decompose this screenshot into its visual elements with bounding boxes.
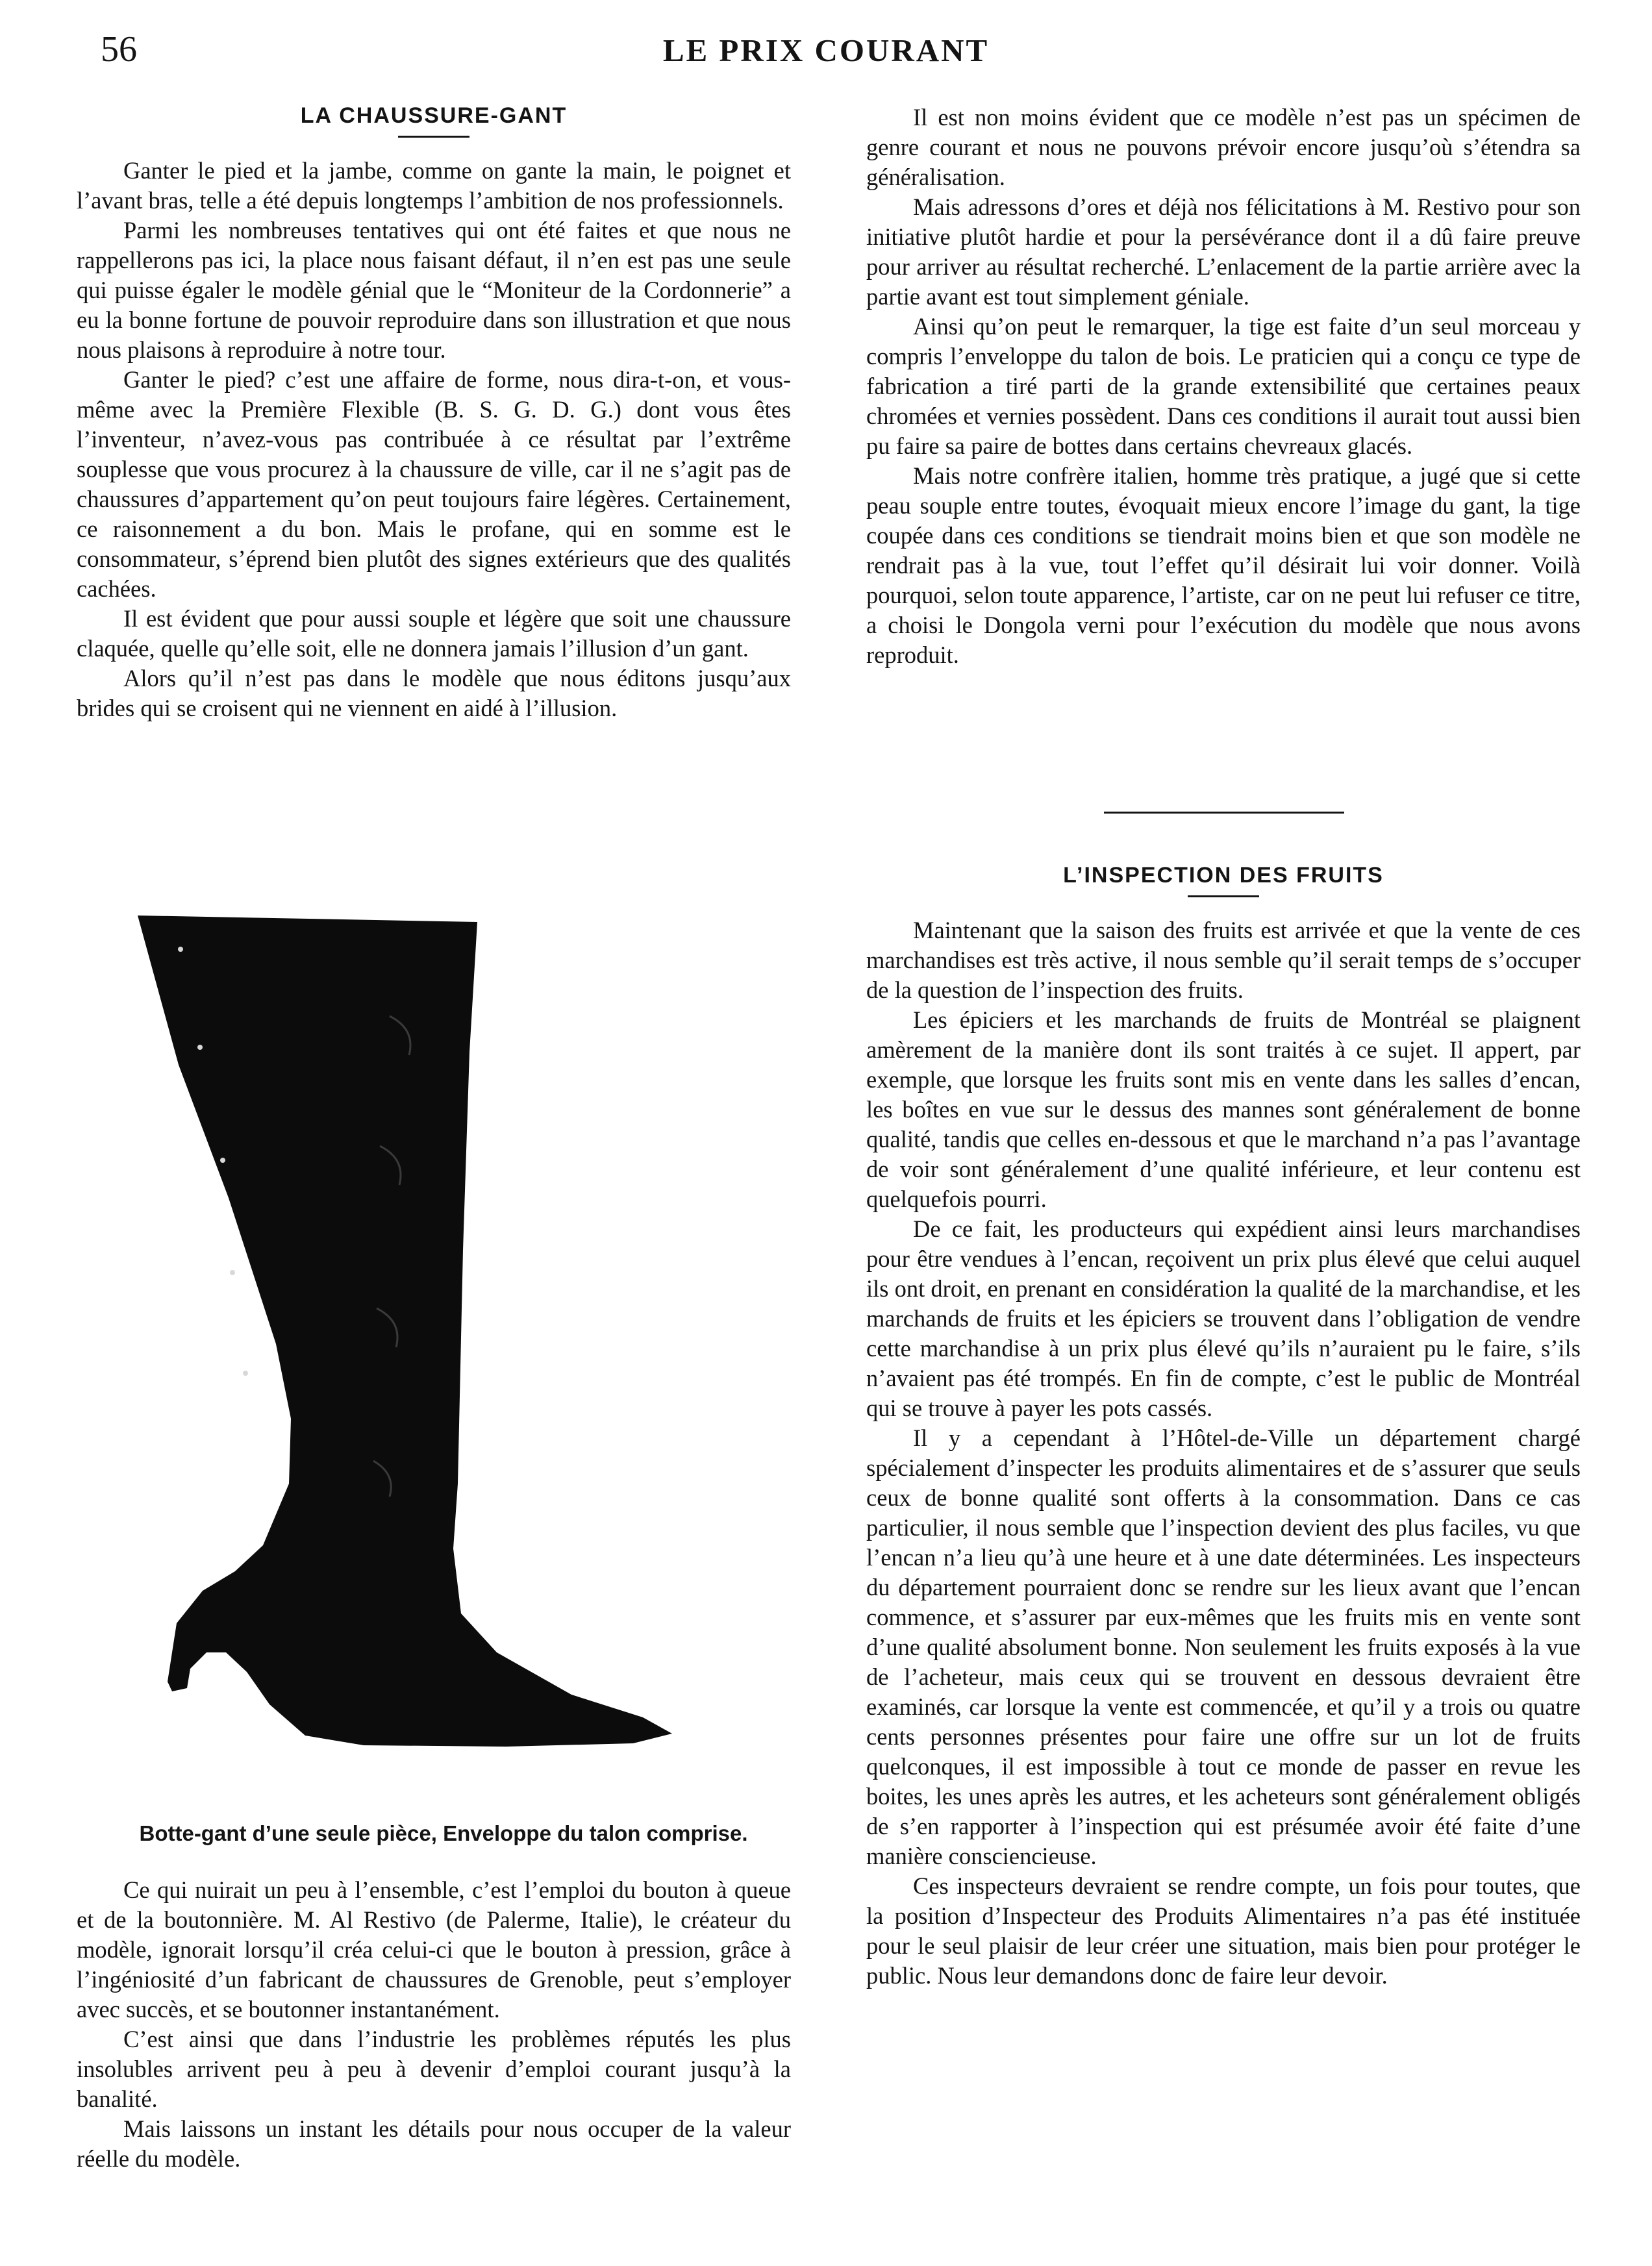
page-number: 56 (101, 29, 137, 69)
boot-silhouette (138, 915, 672, 1747)
paragraph: Alors qu’il n’est pas dans le modèle que nous éditons jusqu’aux brides qui se croisent qui ne viennent en aidé à l’illusion. (77, 665, 791, 721)
article-separator (1104, 812, 1344, 814)
title-rule (1188, 895, 1259, 897)
paragraph: C’est ainsi que dans l’industrie les problèmes réputés les plus insolubles arrivent peu à peu à devenir d’emploi courant jusqu’à la banalité. (77, 2026, 791, 2112)
paragraph: De ce fait, les producteurs qui expédient ainsi leurs marchandises pour être vendues à l’encan, reçoivent un prix plus élevé que celui auquel ils ont droit, en prenant en considération la qualité de la marchandise, et les marchands de fruits et les épiciers se trouvent dans l’obligation de vendre cette marchandise à un prix plus élevé qu’ils n’auraient pu le faire, s’ils n’avaient pas été trompés. En fin de compte, c’est le public de Montréal qui se trouve à payer les pots cassés. (866, 1215, 1581, 1421)
paragraph: Les épiciers et les marchands de fruits de Montréal se plaignent amèrement de la manière dont ils sont traités à ce sujet. Il appert, par exemple, que lorsque les fruits sont mis en vente dans les salles d’encan, les boîtes en vue sur le dessus des mannes sont généralement de bonne qualité, tandis que celles en-dessous et que le marchand n’a pas l’avantage de voir sont généralement d’une qualité inférieure, et leur contenu est quelquefois pourri. (866, 1006, 1581, 1212)
running-title: LE PRIX COURANT (662, 32, 990, 68)
paragraph: Ce qui nuirait un peu à l’ensemble, c’est l’emploi du bouton à queue et de la boutonnière. M. Al Restivo (de Palerme, Italie), le créateur du modèle, ignorait lorsqu’il créa celui-ci que le bouton à pression, grâce à l’ingéniosité d’un fabricant de chaussures de Grenoble, peut s’employer avec succès, et se boutonner instantanément. (77, 1876, 791, 2023)
article-title: LA CHAUSSURE-GANT (300, 103, 568, 128)
paragraph: Ainsi qu’on peut le remarquer, la tige est faite d’un seul morceau y compris l’enveloppe du talon de bois. Le praticien qui a conçu ce type de fabrication a tiré parti de la grande extensibilité que certaines peaux chromées et vernies possèdent. Dans ces conditions il aurait tout aussi bien pu faire sa paire de bottes dans certains chevreaux glacés. (866, 313, 1581, 459)
article-chaussure-gant-part1 (77, 101, 791, 723)
paragraph: Ganter le pied et la jambe, comme on gante la main, le poignet et l’avant bras, telle a été depuis longtemps l’ambition de nos professionnels. (77, 157, 791, 214)
paragraph: Il y a cependant à l’Hôtel-de-Ville un département chargé spécialement d’inspecter les produits alimentaires et de s’assurer que seuls ceux de bonne qualité sont offerts à la consommation. Dans ce cas particulier, il nous semble que l’inspection devient des plus faciles, vu que l’encan n’a lieu qu’à une heure et à une date déterminées. Les inspecteurs du département pourraient donc se rendre sur les lieux avant que l’encan commence, et s’assurer par eux-mêmes que les fruits mis en vente sont d’une qualité absolument bonne. Non seulement les fruits exposés à la vue de l’acheteur, mais ceux qui se trouvent en dessous devraient être examinés, car lorsque la vente est commencée, et qu’il y a trois ou quatre cents personnes présentes pour faire une offre sur un lot de fruits quelconques, il est impossible à tout ce monde de passer en revue les boites, les unes après les autres, et les acheteurs sont généralement obligés de s’en rapporter à l’inspection qui est présumée avoir été faite d’une manière consciencieuse. (866, 1425, 1581, 1869)
paragraph: Parmi les nombreuses tentatives qui ont été faites et que nous ne rappellerons pas ici, la place nous faisant défaut, il n’en est pas une seule qui puisse égaler le modèle génial que le “Moniteur de la Cordonnerie” a eu la bonne fortune de pouvoir reproduire dans son illustration et que nous nous plaisons à reproduire à notre tour. (77, 217, 791, 363)
paragraph: Mais laissons un instant les détails pour nous occuper de la valeur réelle du modèle. (77, 2115, 791, 2172)
paragraph: Ganter le pied? c’est une affaire de forme, nous dira-t-on, et vous-même avec la Première Flexible (B. S. G. D. G.) dont vous êtes l’inventeur, n’avez-vous pas contribuée à ce résultat par l’extrême souplesse que vous procurez à la chaussure de ville, car il ne s’agit pas de chaussures d’appartement qu’on peut toujours faire légères. Certainement, ce raisonnement a du bon. Mais le profane, qui en somme est le consommateur, s’éprend bien plutôt des signes extérieurs que des qualités cachées. (77, 366, 791, 602)
figure-caption: Botte-gant d’une seule pièce, Enveloppe du talon comprise. (139, 1821, 748, 1845)
article-chaussure-gant-part2 (77, 1875, 791, 2174)
title-rule (398, 136, 469, 138)
paragraph: Mais notre confrère italien, homme très pratique, a jugé que si cette peau souple entre toutes, évoquait mieux encore l’image du gant, la tige coupée dans ces conditions se tiendrait moins bien et que son modèle ne rendrait pas à la vue, tout l’effet qu’il désirait lui voir donner. Voilà pourquoi, selon toute apparence, l’artiste, car on ne peut lui refuser ce titre, a choisi le Dongola verni pour l’exécution du modèle que nous avons reproduit. (866, 462, 1581, 668)
article-title: L’INSPECTION DES FRUITS (1063, 863, 1384, 888)
article-chaussure-gant-part3 (866, 103, 1581, 670)
paragraph: Il est non moins évident que ce modèle n’est pas un spécimen de genre courant et nous ne pouvons prévoir encore jusqu’où s’étendra sa généralisation. (866, 104, 1581, 190)
paragraph: Il est évident que pour aussi souple et légère que soit une chaussure claquée, quelle qu’elle soit, elle ne donnera jamais l’illusion d’un gant. (77, 605, 791, 662)
paragraph: Ces inspecteurs devraient se rendre compte, un fois pour toutes, que la position d’Inspecteur des Produits Alimentaires n’a pas été instituée pour le seul plaisir de leur créer une situation, mais bien pour protéger le public. Nous leur demandons donc de faire leur devoir. (866, 1873, 1581, 1989)
paragraph: Mais adressons d’ores et déjà nos félicitations à M. Restivo pour son initiative plutôt hardie et pour la persévérance dont il a dû faire preuve pour arriver au résultat recherché. L’enlacement de la partie arrière avec la partie avant est tout simplement géniale. (866, 193, 1581, 310)
paragraph: Maintenant que la saison des fruits est arrivée et que la vente de ces marchandises est très active, il nous semble qu’il serait temps de s’occuper de la question de l’inspection des fruits. (866, 917, 1581, 1003)
boot-illustration (130, 912, 675, 1815)
article-inspection-des-fruits (866, 860, 1581, 1991)
